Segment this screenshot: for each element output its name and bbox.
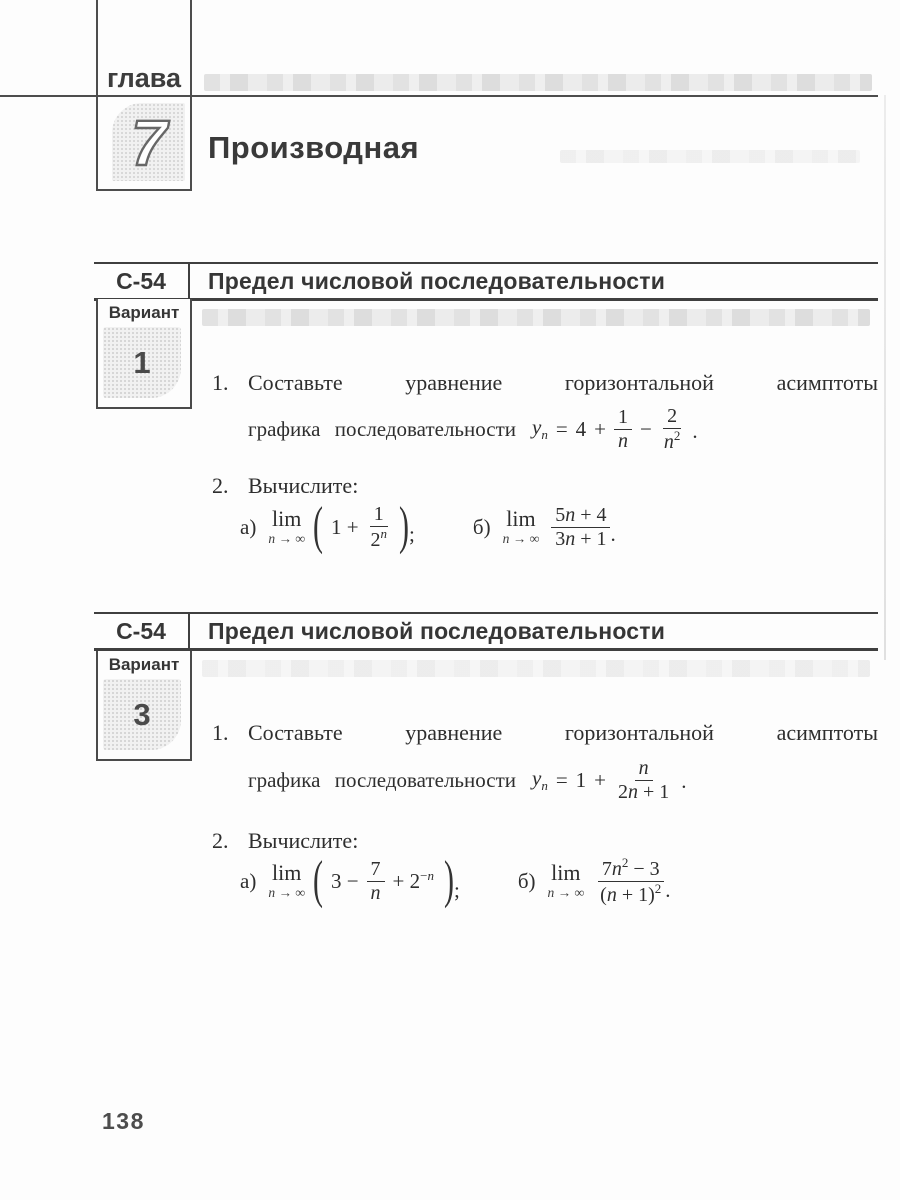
problem-1-line-2 [248,402,698,456]
numerator: 1 [614,406,632,429]
numerator: 1 [370,503,388,526]
limit-expression: lim n → ∞ [547,860,585,901]
denominator: $n^2$ [663,427,681,453]
chapter-title: Производная [208,130,420,165]
equals-sign: = [555,767,568,792]
close-paren: ) [443,851,454,909]
fraction [551,504,610,550]
numerator: 7 [367,858,385,881]
fraction [367,858,385,904]
equals-sign: = [555,416,568,441]
variant-box [96,299,192,409]
section-title: Предел числовой последовательности [208,267,666,294]
plus-sign: + [594,416,607,441]
problem-text: Составьте уравнение горизонтальной асимптоты [248,370,878,395]
scan-smudge [560,150,860,163]
problem-number: 2. [212,473,229,498]
variant-number: 3 [133,696,151,732]
problem-number: 2. [212,828,229,853]
scan-smudge [202,309,870,326]
chapter-number-patch [112,103,185,181]
numerator: n [635,757,653,780]
problem-text: Вычислите: [248,473,359,498]
sequence-symbol: $y_n$ [532,415,548,442]
denominator: n [370,881,381,904]
denominator: n [618,429,629,452]
item-b-label: б) [517,868,536,893]
numerator: 5n + 4 [551,504,610,527]
problem-2-items [240,850,671,912]
fraction [614,406,632,452]
problem-text: графика последовательности [248,416,516,441]
chapter-top-rule [0,95,878,97]
section-title: Предел числовой последовательности [208,617,666,644]
period: . [692,418,698,443]
variant-label: Вариант [108,303,180,322]
problem-text: графика последовательности [248,767,516,792]
fraction [596,856,665,906]
limit-expression: lim n → ∞ [268,860,305,901]
numerator: $7n^2 - 3$ [598,856,664,881]
item-a-label: а) [240,514,257,539]
term: 3 − [330,868,359,893]
variant-label: Вариант [108,655,180,674]
section-header [94,262,878,301]
scan-smudge [204,74,872,91]
problem-1-line-1 [212,720,878,746]
variant-number-patch [103,327,181,398]
period: . [665,878,671,902]
sequence-formula [532,757,687,803]
section-header [94,612,878,651]
denominator: 2n + 1 [618,780,670,803]
chapter-number: 7 [130,107,167,179]
period: . [681,768,687,793]
open-paren: ( [312,497,323,555]
problem-1-line-2 [248,752,687,808]
semicolon: ; [453,878,460,902]
constant-term: 4 [575,416,587,441]
sequence-symbol: $y_n$ [532,766,548,793]
problem-number: 1. [212,720,229,745]
term: 1 + [330,514,359,539]
chapter-number-outline [117,105,181,179]
period: . [610,522,616,546]
denominator: $(n + 1)^2$ [600,880,662,906]
variant-box [96,651,192,761]
item-a-label: а) [240,868,257,893]
section-code: С-54 [94,614,190,648]
term: + $2^{-n}$ [392,868,434,893]
problem-2-items [240,498,616,556]
numerator: 2 [663,405,681,428]
constant-term: 1 [575,767,587,792]
problem-1-line-1 [212,370,878,396]
fraction [367,503,392,551]
denominator: 3n + 1 [555,527,607,550]
item-b-label: б) [472,514,491,539]
section-code: С-54 [94,264,190,298]
chapter-word-label: глава [107,63,181,93]
limit-expression: lim n → ∞ [502,506,540,547]
problem-text: Вычислите: [248,828,359,853]
variant-number-patch [103,679,181,750]
fraction [614,757,673,803]
denominator: 2$^n$ [370,525,388,551]
chapter-number-box [98,97,190,191]
plus-sign: + [594,767,607,792]
fraction [660,405,685,453]
problem-number: 1. [212,370,229,395]
close-paren: ) [399,497,410,555]
problem-text: Составьте уравнение горизонтальной асимптоты [248,720,878,745]
minus-sign: − [640,416,652,441]
page-fold-line [884,95,886,660]
open-paren: ( [312,851,323,909]
problem-2-heading [212,473,358,499]
page-number: 138 [102,1108,145,1134]
exponent: −n [420,868,434,883]
semicolon: ; [409,522,415,546]
variant-number: 1 [133,344,151,380]
scan-smudge [202,660,870,677]
sequence-formula [532,405,698,453]
limit-expression: lim n → ∞ [268,506,305,547]
